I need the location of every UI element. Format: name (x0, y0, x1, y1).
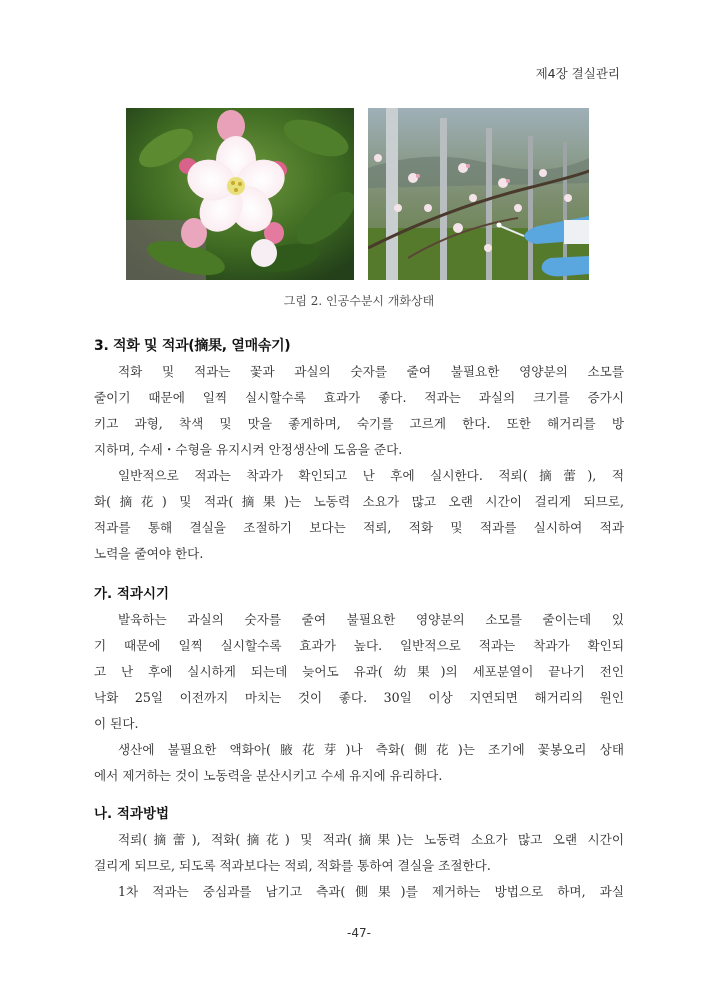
text-line: 에서 제거하는 것이 노동력을 분산시키고 수세 유지에 유리하다. (94, 768, 443, 783)
text-line: 1차 적과는 중심과를 남기고 측과(側果)를 제거하는 방법으로 하며, 과실 (118, 884, 624, 899)
text-line: 노력을 줄여야 한다. (94, 546, 204, 561)
text-line: 적화 및 적과는 꽃과 과실의 숫자를 줄여 불필요한 영양분의 소모를 (118, 364, 624, 379)
pollination-photo (368, 108, 589, 280)
section-3-paragraph-2 (94, 463, 624, 567)
figure-caption: 그림 2. 인공수분시 개화상태 (283, 294, 435, 308)
text-line: 적뢰(摘蕾), 적화(摘花) 및 적과(摘果)는 노동력 소요가 많고 오랜 시간이 (118, 832, 624, 847)
main-content (94, 336, 624, 905)
section-b-paragraph-2 (94, 879, 624, 905)
text-line: 줄이기 때문에 일찍 실시할수록 효과가 좋다. 적과는 과실의 크기를 증가시 (94, 390, 624, 405)
apple-blossom-photo (126, 108, 354, 280)
text-line: 낙화 25일 이전까지 마치는 것이 좋다. 30일 이상 지연되면 해거리의 원인 (94, 690, 624, 705)
text-line: 고 난 후에 실시하게 되는데 늦어도 유과(幼果)의 세포분열이 끝나기 전인 (94, 664, 624, 679)
page-number: -47- (347, 926, 371, 940)
text-line: 지하며, 수세・수형을 유지시켜 안정생산에 도움을 준다. (94, 442, 403, 457)
section-3-heading: 3. 적화 및 적과(摘果, 열매솎기) (94, 338, 291, 354)
text-line: 키고 과형, 착색 및 맛을 좋게하며, 숙기를 고르게 한다. 또한 해거리를 방 (94, 416, 624, 431)
text-line: 기 때문에 일찍 실시할수록 효과가 높다. 일반적으로 적과는 착과가 확인되 (94, 638, 624, 653)
text-line: 생산에 불필요한 액화아(腋花芽)나 측화(側花)는 조기에 꽃봉오리 상태 (118, 742, 624, 757)
text-line: 이 된다. (94, 716, 139, 731)
section-b-paragraph-1 (94, 827, 624, 879)
text-line: 일반적으로 적과는 착과가 확인되고 난 후에 실시한다. 적뢰(摘蕾), 적 (118, 468, 624, 483)
text-line: 걸리게 되므로, 되도록 적과보다는 적뢰, 적화를 통하여 결실을 조절한다. (94, 858, 491, 873)
text-line: 적과를 통해 결실을 조절하기 보다는 적뢰, 적화 및 적과를 실시하여 적과 (94, 520, 624, 535)
section-a-heading: 가. 적과시기 (94, 586, 170, 602)
section-b-heading: 나. 적과방법 (94, 806, 170, 822)
section-a-paragraph-2 (94, 737, 624, 789)
text-line: 화(摘花) 및 적과(摘果)는 노동력 소요가 많고 오랜 시간이 걸리게 되므로, (94, 494, 624, 509)
section-3-paragraph-1 (94, 359, 624, 463)
chapter-header: 제4장 결실관리 (535, 66, 620, 81)
text-line: 발육하는 과실의 숫자를 줄여 불필요한 영양분의 소모를 줄이는데 있 (118, 612, 624, 627)
section-a-paragraph-1 (94, 607, 624, 737)
